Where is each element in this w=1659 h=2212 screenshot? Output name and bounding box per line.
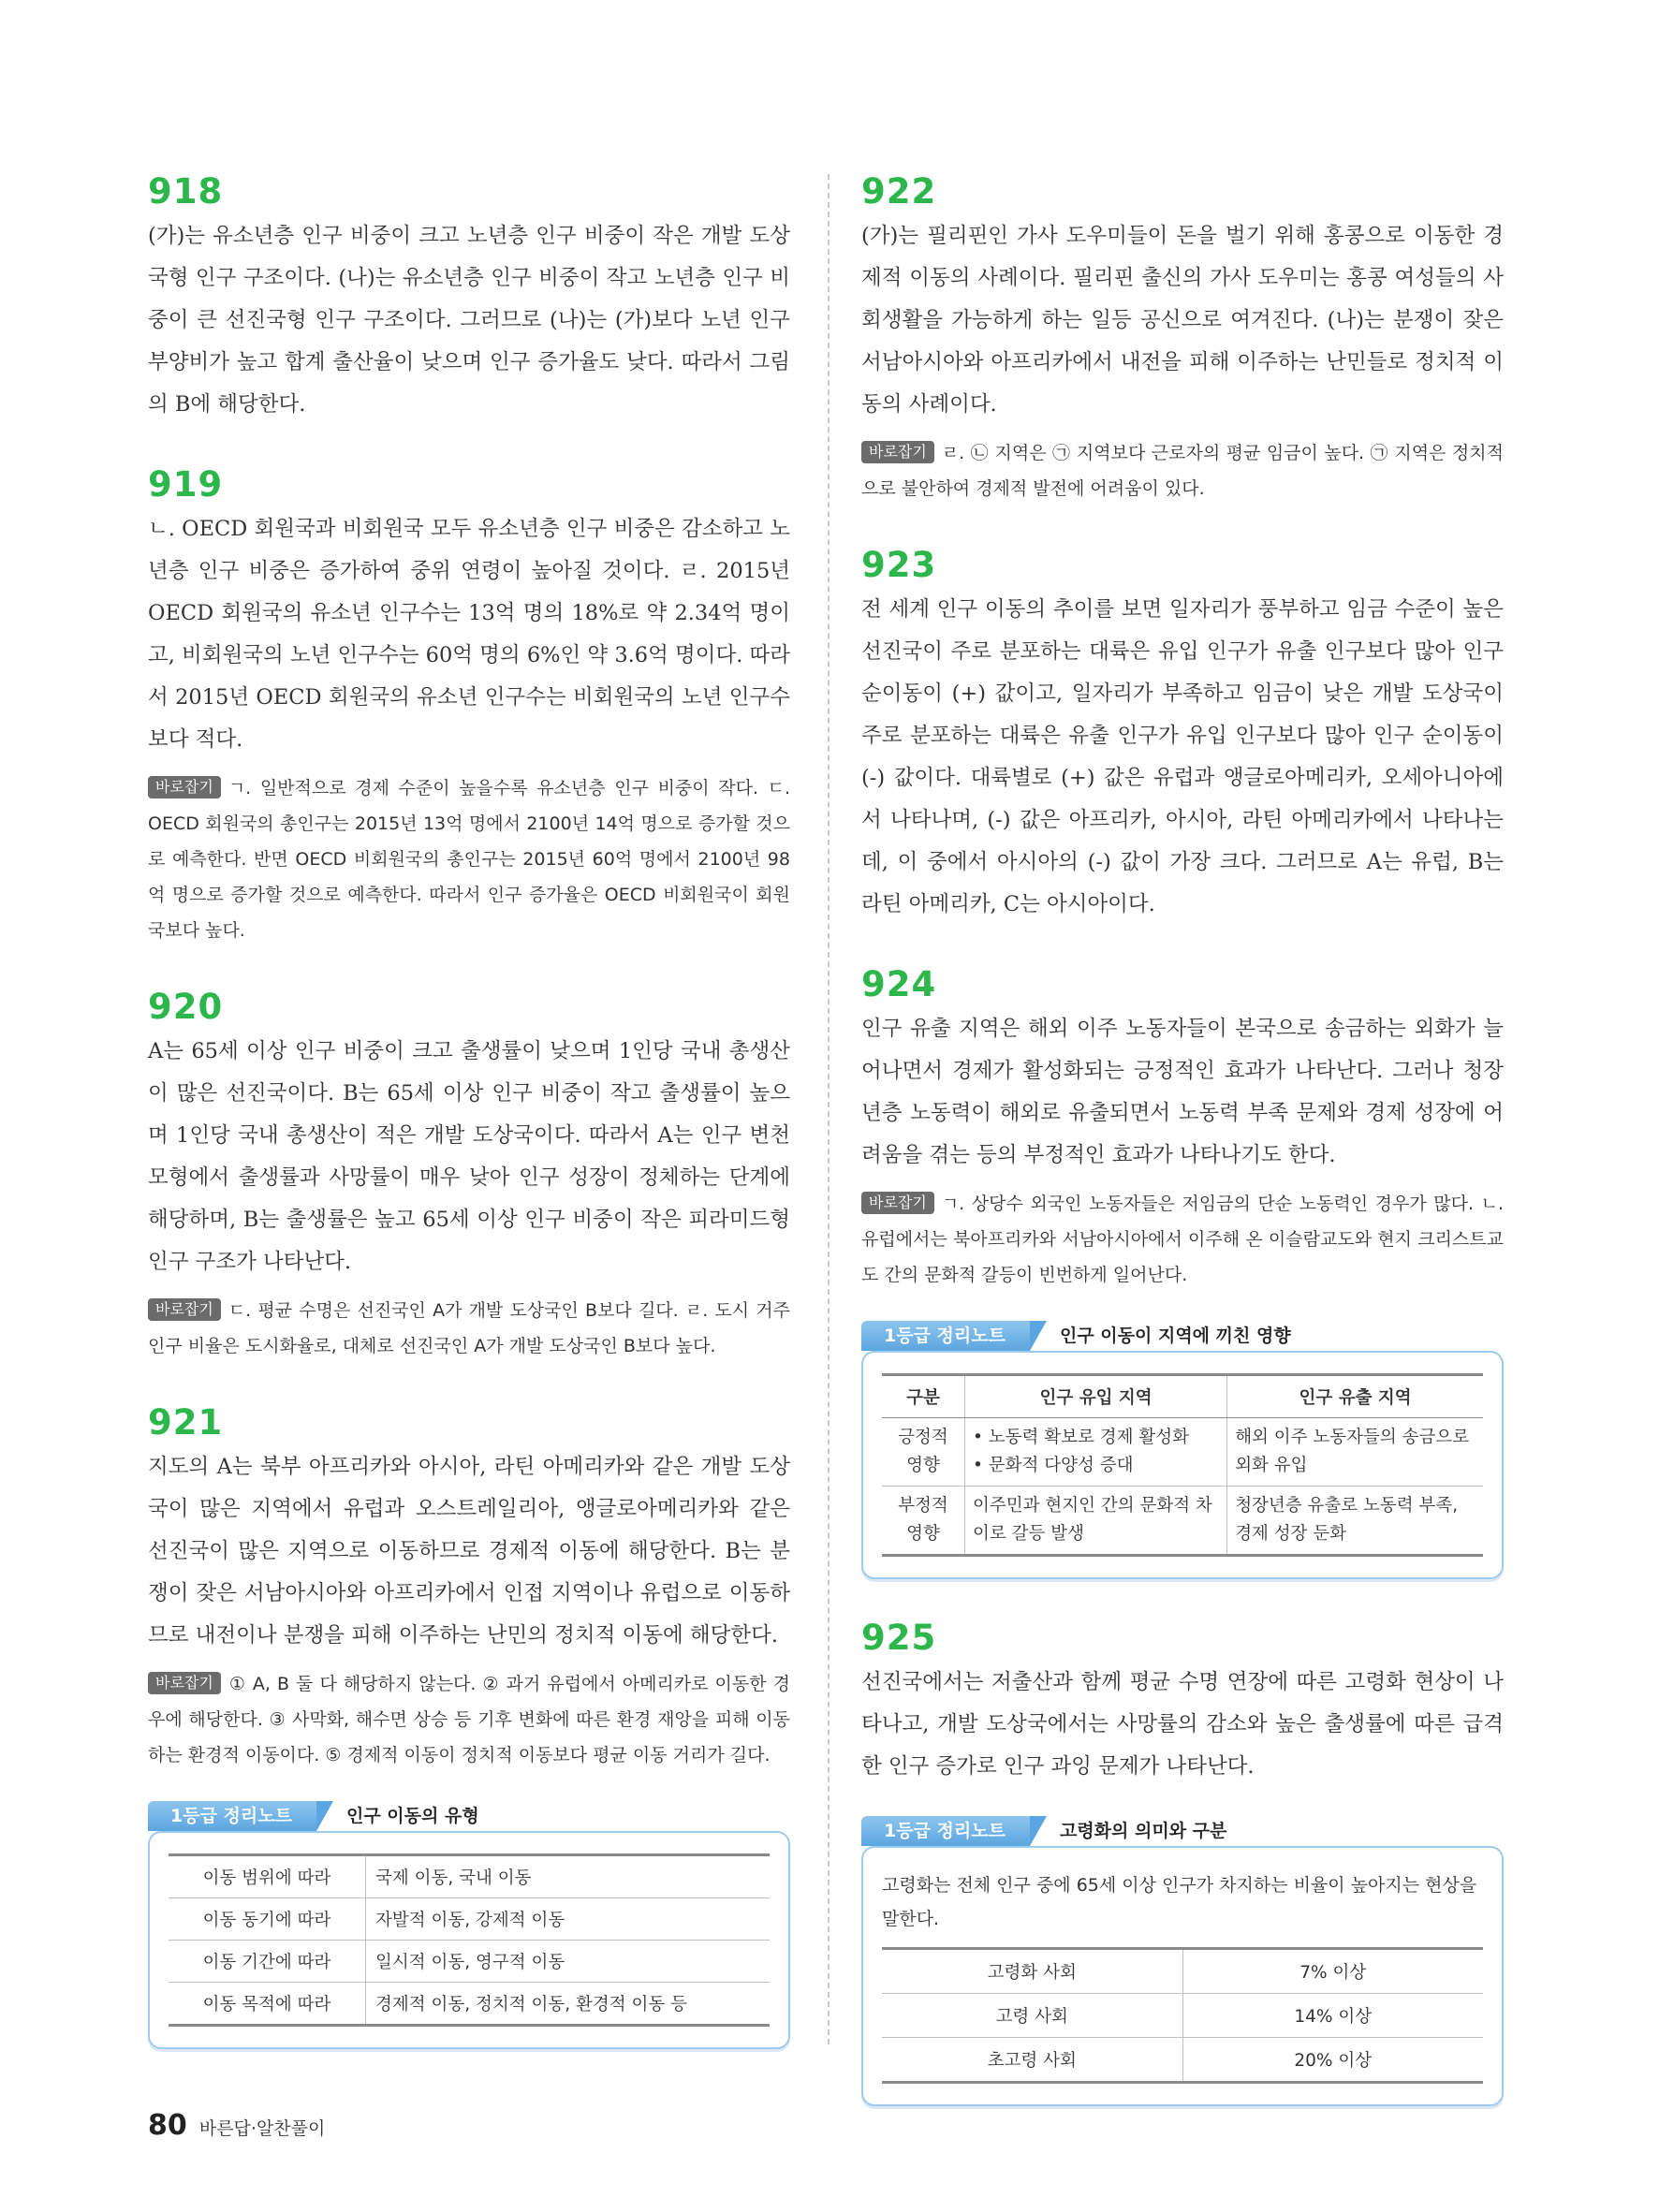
explanation-text: ㄴ. OECD 회원국과 비회원국 모두 유소년층 인구 비중은 감소하고 노년층 인구 비중은 증가하여 중위 연령이 높아질 것이다. ㄹ. 2015년 OECD 회원국의 유소년 인구수는 13억 명의 18%로 약 2.34억 명이고, 비회원국의 노년 인구수는 60억 명의 6%인 약 3.6억 명이다. 따라서 2015년 OECD 회원국의 유소년 인구수는 비회원국의 노년 인구수보다 적다. [148, 517, 790, 752]
correction-text: ㄱ. 상당수 외국인 노동자들은 저임금의 단순 노동력인 경우가 많다. ㄴ. 유럽에서는 북아프리카와 서남아시아에서 이주해 온 이슬람교도와 현지 크리스트교도 간의 문화적 갈등이 빈번하게 일어난다. [861, 1194, 1504, 1285]
table-row: 이동 기간에 따라 일시적 이동, 영구적 이동 [169, 1941, 770, 1983]
question-number: 925 [861, 1618, 937, 1658]
note-title: 고령화의 의미와 구분 [1059, 1821, 1227, 1841]
migration-types-table [169, 1853, 770, 2027]
question-number: 918 [148, 171, 224, 212]
table-row: 부정적 영향 이주민과 현지인 간의 문화적 차이로 갈등 발생 청장년층 유출로 노동력 부족, 경제 성장 둔화 [882, 1487, 1483, 1556]
correction-badge: 바로잡기 [148, 776, 221, 798]
explanation-text: (가)는 필리핀인 가사 도우미들이 돈을 벌기 위해 홍콩으로 이동한 경제적 이동의 사례이다. 필리핀 출신의 가사 도우미는 홍콩 여성들의 사회생활을 가능하게 하는 일등 공신으로 여겨진다. (나)는 분쟁이 잦은 서남아시아와 아프리카에서 내전을 피해 이주하는 난민들로 정치적 이동의 사례이다. [861, 224, 1504, 417]
explanation-text: 인구 유출 지역은 해외 이주 노동자들이 본국으로 송금하는 외화가 늘어나면서 경제가 활성화되는 긍정적인 효과가 나타난다. 그러나 청장년층 노동력이 해외로 유출되면서 노동력 부족 문제와 경제 성장에 어려움을 겪는 등의 부정적인 효과가 나타나기도 한다. [861, 1017, 1504, 1167]
summary-note-aging [861, 1809, 1504, 2106]
table-row: 고령화 사회 7% 이상 [882, 1949, 1483, 1994]
correction-note [148, 1293, 790, 1364]
correction-text: ㄱ. 일반적으로 경제 수준이 높을수록 유소년층 인구 비중이 작다. ㄷ. OECD 회원국의 총인구는 2015년 13억 명에서 2100년 14억 명으로 증가할 것으로 예측한다. 반면 OECD 비회원국의 총인구는 2015년 60억 명에서 2100년 98억 명으로 증가할 것으로 예측한다. 따라서 인구 증가율은 OECD 비회원국이 회원국보다 높다. [148, 778, 790, 941]
summary-note-migration-effects [861, 1313, 1504, 1579]
correction-text: ㄹ. ㉡ 지역은 ㉠ 지역보다 근로자의 평균 임금이 높다. ㉠ 지역은 정치적으로 불안하여 경제적 발전에 어려움이 있다. [861, 443, 1504, 499]
correction-badge: 바로잡기 [861, 441, 934, 463]
page-number: 80 [148, 2109, 187, 2142]
answer-924 [861, 963, 1504, 1579]
table-row: 이동 범위에 따라 국제 이동, 국내 이동 [169, 1855, 770, 1898]
answer-923 [861, 544, 1504, 926]
migration-effects-table [882, 1373, 1483, 1557]
correction-note [148, 1666, 790, 1773]
correction-badge: 바로잡기 [861, 1192, 934, 1214]
correction-text: ㄷ. 평균 수명은 선진국인 A가 개발 도상국인 B보다 길다. ㄹ. 도시 거주 인구 비율은 도시화율로, 대체로 선진국인 A가 개발 도상국인 B보다 높다. [148, 1300, 790, 1356]
summary-note-migration-types [148, 1794, 790, 2049]
correction-note [861, 1186, 1504, 1293]
note-title: 인구 이동의 유형 [345, 1806, 479, 1826]
answer-918 [148, 170, 790, 426]
question-number: 923 [861, 545, 937, 585]
question-number: 919 [148, 464, 224, 505]
table-row: 고령 사회 14% 이상 [882, 1994, 1483, 2038]
answer-919 [148, 463, 790, 948]
correction-text: ① A, B 둘 다 해당하지 않는다. ② 과거 유럽에서 아메리카로 이동한 경우에 해당한다. ③ 사막화, 해수면 상승 등 기후 변화에 따른 환경 재앙을 피해 이동하는 환경적 이동이다. ⑤ 경제적 이동이 정치적 이동보다 평균 이동 거리가 길다. [148, 1674, 790, 1765]
table-row: 긍정적 영향 • 노동력 확보로 경제 활성화 • 문화적 다양성 증대 해외 이주 노동자들의 송금으로 외화 유입 [882, 1418, 1483, 1487]
note-description: 고령화는 전체 인구 중에 65세 이상 인구가 차지하는 비율이 높아지는 현상을 말한다. [882, 1875, 1477, 1929]
correction-badge: 바로잡기 [148, 1672, 221, 1694]
right-column [861, 170, 1504, 2144]
note-tab: 1등급 정리노트 [148, 1801, 316, 1831]
aging-table [882, 1947, 1483, 2084]
left-column [148, 170, 790, 2087]
correction-note [861, 435, 1504, 506]
table-row: 초고령 사회 20% 이상 [882, 2038, 1483, 2083]
correction-note [148, 770, 790, 948]
answer-921 [148, 1401, 790, 2049]
question-number: 924 [861, 964, 937, 1004]
table-row: 이동 목적에 따라 경제적 이동, 정치적 이동, 환경적 이동 등 [169, 1983, 770, 2026]
correction-badge: 바로잡기 [148, 1298, 221, 1321]
answer-925 [861, 1617, 1504, 2106]
explanation-text: 선진국에서는 저출산과 함께 평균 수명 연장에 따른 고령화 현상이 나타나고, 개발 도상국에서는 사망률의 감소와 높은 출생률에 따른 급격한 인구 증가로 인구 과잉 문제가 나타난다. [861, 1670, 1504, 1779]
question-number: 920 [148, 987, 224, 1027]
answer-922 [861, 170, 1504, 506]
explanation-text: 지도의 A는 북부 아프리카와 아시아, 라틴 아메리카와 같은 개발 도상국이 많은 지역에서 유럽과 오스트레일리아, 앵글로아메리카와 같은 선진국이 많은 지역으로 이동하므로 경제적 이동에 해당한다. B는 분쟁이 잦은 서남아시아와 아프리카에서 인접 지역이나 유럽으로 이동하므로 내전이나 분쟁을 피해 이주하는 난민의 정치적 이동에 해당한다. [148, 1455, 790, 1648]
explanation-text: 전 세계 인구 이동의 추이를 보면 일자리가 풍부하고 임금 수준이 높은 선진국이 주로 분포하는 대륙은 유입 인구가 유출 인구보다 많아 인구 순이동이 (+) 값이고, 일자리가 부족하고 임금이 낮은 개발 도상국이 주로 분포하는 대륙은 유출 인구가 유입 인구보다 많아 인구 순이동이 (-) 값이다. 대륙별로 (+) 값은 유럽과 앵글로아메리카, 오세아니아에서 나타나며, (-) 값은 아프리카, 아시아, 라틴 아메리카에서 나타나는데, 이 중에서 아시아의 (-) 값이 가장 크다. 그러므로 A는 유럽, B는 라틴 아메리카, C는 아시아이다. [861, 597, 1504, 916]
question-number: 922 [861, 171, 937, 212]
table-header-row: 구분 인구 유입 지역 인구 유출 지역 [882, 1375, 1483, 1418]
note-tab: 1등급 정리노트 [861, 1321, 1030, 1351]
note-tab: 1등급 정리노트 [861, 1816, 1030, 1846]
page-footer [148, 2109, 325, 2142]
explanation-text: A는 65세 이상 인구 비중이 크고 출생률이 낮으며 1인당 국내 총생산이 많은 선진국이다. B는 65세 이상 인구 비중이 작고 출생률이 높으며 1인당 국내 총생산이 적은 개발 도상국이다. 따라서 A는 인구 변천 모형에서 출생률과 사망률이 매우 낮아 인구 성장이 정체하는 단계에 해당하며, B는 출생률은 높고 65세 이상 인구 비중이 작은 피라미드형 인구 구조가 나타난다. [148, 1039, 790, 1274]
explanation-text: (가)는 유소년층 인구 비중이 크고 노년층 인구 비중이 작은 개발 도상국형 인구 구조이다. (나)는 유소년층 인구 비중이 작고 노년층 인구 비중이 큰 선진국형 인구 구조이다. 그러므로 (나)는 (가)보다 노년 인구 부양비가 높고 합계 출산율이 낮으며 인구 증가율도 낮다. 따라서 그림의 B에 해당한다. [148, 224, 790, 417]
column-divider [828, 174, 830, 2044]
table-row: 이동 동기에 따라 자발적 이동, 강제적 이동 [169, 1898, 770, 1941]
note-title: 인구 이동이 지역에 끼친 영향 [1059, 1326, 1291, 1346]
answer-920 [148, 986, 790, 1364]
question-number: 921 [148, 1402, 224, 1443]
book-section-label: 바른답·알찬풀이 [198, 2118, 326, 2139]
